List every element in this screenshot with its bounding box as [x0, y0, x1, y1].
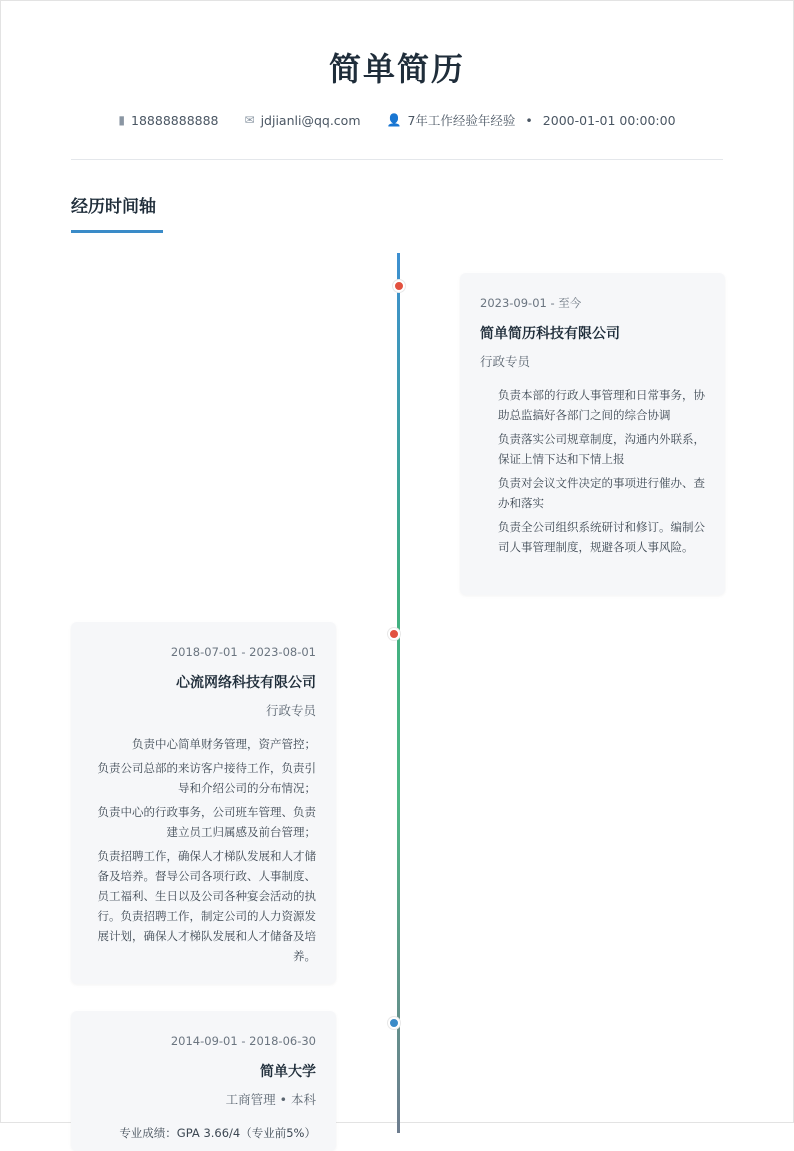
card-organization: 简单大学: [260, 1064, 316, 1080]
timeline-card-job-1: [460, 273, 725, 595]
contact-experience: [387, 111, 676, 129]
duty-item: 负责全公司组织系统研讨和修订。编制公司人事管理制度，规避各项人事风险。: [498, 520, 705, 554]
phone-icon: ▮: [118, 113, 126, 127]
separator-dot: •: [525, 112, 533, 128]
card-role: 工商管理 • 本科: [225, 1092, 316, 1107]
timeline-dot: [388, 628, 400, 640]
card-period: 2023-09-01 - 至今: [480, 296, 582, 310]
duty-item: 负责本部的行政人事管理和日常事务，协助总监搞好各部门之间的综合协调: [498, 388, 705, 422]
header-divider: [71, 159, 723, 160]
resume-header: [1, 1, 793, 129]
date-text: 2000-01-01 00:00:00: [542, 112, 676, 128]
timeline-card-job-2: [71, 622, 336, 984]
card-role: 行政专员: [480, 354, 531, 369]
duty-item: 负责对会议文件决定的事项进行催办、查办和落实: [498, 476, 705, 510]
timeline-axis: [397, 253, 400, 1133]
email-text: jdjianli@qq.com: [260, 112, 361, 128]
mail-icon: ✉: [244, 113, 255, 127]
timeline-dot: [393, 280, 405, 292]
card-duties: [91, 734, 316, 966]
section-underline: [71, 230, 163, 233]
contact-phone: [118, 111, 218, 129]
person-icon: 👤: [386, 113, 402, 127]
experience-text: 7年工作经验年经验: [407, 113, 516, 128]
card-organization: 简单简历科技有限公司: [480, 326, 620, 342]
section-title: 经历时间轴: [71, 197, 156, 217]
card-period: 2014-09-01 - 2018-06-30: [170, 1034, 316, 1048]
card-duties: [91, 1123, 316, 1143]
contact-email: [245, 111, 361, 129]
card-organization: 心流网络科技有限公司: [176, 675, 316, 691]
duty-item: 专业成绩：GPA 3.66/4（专业前5%）: [119, 1126, 316, 1140]
card-period: 2018-07-01 - 2023-08-01: [170, 645, 316, 659]
resume-name: 简单简历: [328, 50, 465, 88]
duty-item: 负责招聘工作，确保人才梯队发展和人才储备及培养。督导公司各项行政、人事制度、员工福利、生日以及公司各种宴会活动的执行。负责招聘工作，制定公司的人力资源发展计划，确保人才梯队发展和人才储备及培养。: [97, 849, 316, 963]
duty-item: 负责中心简单财务管理，资产管控；: [132, 737, 316, 751]
timeline-dot: [388, 1017, 400, 1029]
duty-item: 负责公司总部的来访客户接待工作，负责引导和介绍公司的分布情况；: [97, 761, 316, 795]
duty-item: 负责中心的行政事务，公司班车管理、负责建立员工归属感及前台管理；: [97, 805, 316, 839]
contact-row: [1, 111, 793, 129]
timeline-card-education: [71, 1011, 336, 1151]
card-duties: [480, 385, 705, 557]
duty-item: 负责落实公司规章制度，沟通内外联系，保证上情下达和下情上报: [498, 432, 705, 466]
card-role: 行政专员: [265, 703, 316, 718]
phone-text: 18888888888: [131, 112, 219, 128]
